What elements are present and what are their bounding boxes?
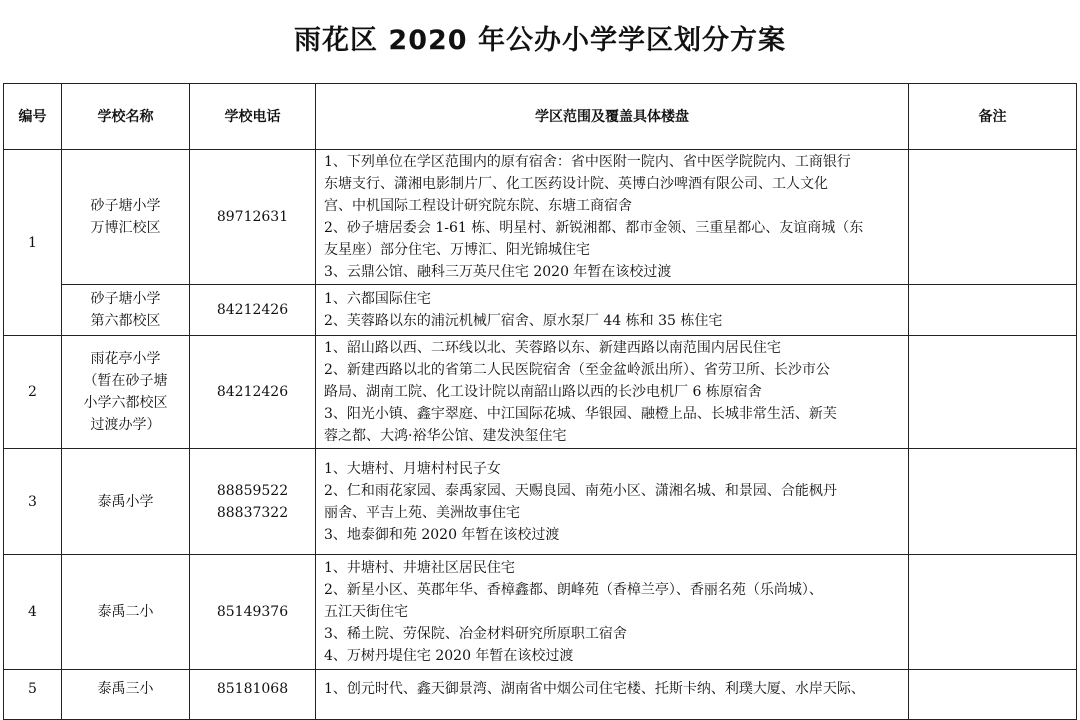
row-number: 4 <box>4 555 62 670</box>
table-row <box>4 150 1077 285</box>
header-num: 编号 <box>4 84 62 150</box>
school-name: 泰禹二小 <box>62 555 190 670</box>
row-number: 1 <box>4 150 62 336</box>
district-scope: 1、大塘村、月塘村村民子女 2、仁和雨花家园、泰禹家园、天赐良园、南苑小区、潇湘名城、和景园、合能枫丹 丽舍、平吉上苑、美洲故事住宅 3、地泰御和苑 2020 年暂在该校过渡 <box>316 449 909 555</box>
school-name: 泰禹三小 <box>62 670 190 720</box>
note-cell <box>909 285 1077 336</box>
note-cell <box>909 555 1077 670</box>
school-phone: 84212426 <box>190 285 316 336</box>
row-number: 5 <box>4 670 62 720</box>
school-phone: 85149376 <box>190 555 316 670</box>
district-scope: 1、创元时代、鑫天御景湾、湖南省中烟公司住宅楼、托斯卡纳、利璞大厦、水岸天际、 <box>316 670 909 720</box>
school-district-table <box>3 83 1077 720</box>
school-name: 砂子塘小学 第六都校区 <box>62 285 190 336</box>
table-row <box>4 285 1077 336</box>
district-scope: 1、下列单位在学区范围内的原有宿舍：省中医附一院内、省中医学院院内、工商银行 东塘支行、潇湘电影制片厂、化工医药设计院、英博白沙啤酒有限公司、工人文化 宫、中机国际工程设计研究院东院、东塘工商宿舍 2、砂子塘居委会 1-61 栋、明星村、新锐湘都、都市金领、三重星都心、友谊商城（东 友星座）部分住宅、万博汇、阳光锦城住宅 3、云鼎公馆、融科三万英尺住宅 2020 年暂在该校过渡 <box>316 150 909 285</box>
row-number: 2 <box>4 336 62 449</box>
header-note: 备注 <box>909 84 1077 150</box>
table-row <box>4 449 1077 555</box>
page-title: 雨花区 2020 年公办小学学区划分方案 <box>294 25 786 56</box>
school-phone: 84212426 <box>190 336 316 449</box>
district-scope: 1、六都国际住宅 2、芙蓉路以东的浦沅机械厂宿舍、原水泵厂 44 栋和 35 栋住宅 <box>316 285 909 336</box>
header-phone: 学校电话 <box>190 84 316 150</box>
header-row <box>4 84 1077 150</box>
district-scope: 1、韶山路以西、二环线以北、芙蓉路以东、新建西路以南范围内居民住宅 2、新建西路以北的省第二人民医院宿舍（至金盆岭派出所）、省劳卫所、长沙市公 路局、湖南工院、化工设计院以南韶山路以西的长沙电机厂 6 栋原宿舍 3、阳光小镇、鑫宇翠庭、中江国际花城、华银园、融橙上品、长城非常生活、新芙 蓉之都、大鸿·裕华公馆、建发泱玺住宅 <box>316 336 909 449</box>
note-cell <box>909 336 1077 449</box>
note-cell <box>909 670 1077 720</box>
school-name: 雨花亭小学 （暂在砂子塘 小学六都校区 过渡办学） <box>62 336 190 449</box>
note-cell <box>909 449 1077 555</box>
school-phone: 85181068 <box>190 670 316 720</box>
district-scope: 1、井塘村、井塘社区居民住宅 2、新星小区、英郡年华、香樟鑫都、朗峰苑（香樟兰亭）、香丽名苑（乐尚城）、 五江天街住宅 3、稀土院、劳保院、冶金材料研究所原职工宿舍 4、万树丹堤住宅 2020 年暂在该校过渡 <box>316 555 909 670</box>
row-number: 3 <box>4 449 62 555</box>
header-scope: 学区范围及覆盖具体楼盘 <box>316 84 909 150</box>
school-name: 泰禹小学 <box>62 449 190 555</box>
header-school: 学校名称 <box>62 84 190 150</box>
school-name: 砂子塘小学 万博汇校区 <box>62 150 190 285</box>
school-phone: 88859522 88837322 <box>190 449 316 555</box>
school-phone: 89712631 <box>190 150 316 285</box>
table-row <box>4 336 1077 449</box>
note-cell <box>909 150 1077 285</box>
table-row <box>4 555 1077 670</box>
table-row <box>4 670 1077 720</box>
